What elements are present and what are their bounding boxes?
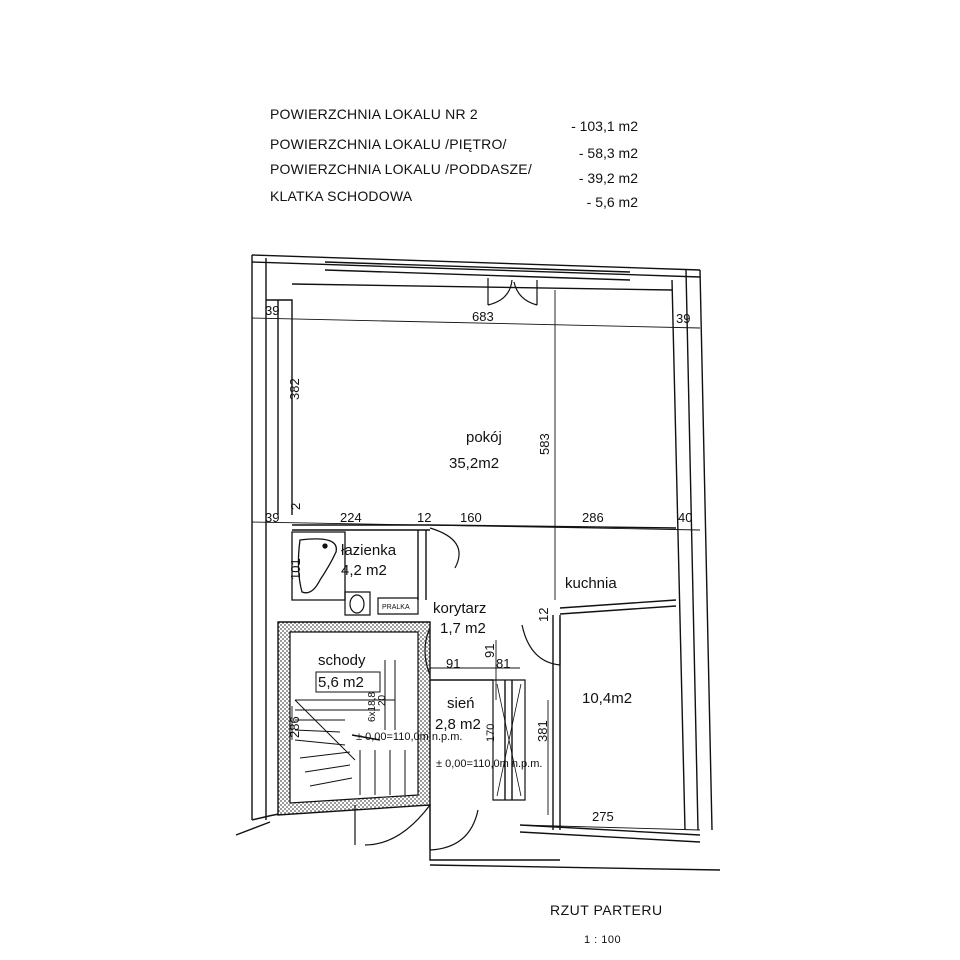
- dim-40: 40: [678, 510, 693, 525]
- room-pokoj-name: pokój: [466, 429, 502, 446]
- top-window: [325, 262, 630, 280]
- plan-scale: 1 : 100: [584, 934, 622, 946]
- partition-bathroom: [292, 525, 430, 530]
- room-korytarz-area: 1,7 m2: [440, 620, 486, 637]
- dim-275: 275: [592, 809, 614, 824]
- summary-value-unit: - 103,1 m2: [571, 118, 638, 134]
- dim-6x188: 6x18,8: [367, 691, 378, 722]
- kitchen-wall: [553, 615, 560, 830]
- dim-12-b: 12: [536, 607, 551, 622]
- dim-12-a: 12: [417, 510, 432, 525]
- summary-label-stairwell: KLATKA SCHODOWA: [270, 188, 413, 204]
- dim-683: 683: [472, 309, 494, 324]
- outer-wall-right: [686, 270, 712, 830]
- door-sien: [430, 805, 478, 850]
- dim-170: 170: [485, 723, 497, 742]
- dim-381: 381: [535, 720, 550, 742]
- dim-91-b: 91: [482, 643, 497, 658]
- outer-wall-left: [252, 255, 266, 820]
- dim-91-a: 91: [446, 656, 461, 671]
- dim-382: 382: [287, 378, 302, 400]
- room-sien-area: 2,8 m2: [435, 716, 481, 733]
- room-kuchnia-name: kuchnia: [565, 575, 617, 592]
- outer-wall-top: [252, 255, 700, 270]
- summary-label-floor: POWIERZCHNIA LOKALU /PIĘTRO/: [270, 136, 507, 152]
- dim-39-mid: 39: [265, 510, 280, 525]
- summary-label-unit: POWIERZCHNIA LOKALU NR 2: [270, 106, 478, 122]
- room-sien-name: sień: [447, 695, 475, 712]
- room-korytarz-name: korytarz: [433, 600, 487, 617]
- summary-value-floor: - 58,3 m2: [578, 145, 638, 161]
- dim-39-right: 39: [676, 311, 691, 326]
- door-kitchen: [522, 618, 560, 665]
- door-bathroom: [430, 528, 459, 568]
- room-lazienka-area: 4,2 m2: [341, 562, 387, 579]
- plan-title: RZUT PARTERU: [550, 902, 663, 918]
- dim-101: 101: [288, 558, 303, 580]
- washer-label: PRALKA: [382, 604, 410, 611]
- room-lazienka-name: łazienka: [341, 542, 397, 559]
- dim-2: 2: [288, 502, 303, 510]
- summary-label-attic: POWIERZCHNIA LOKALU /PODDASZE/: [270, 161, 532, 177]
- dim-20: 20: [377, 694, 388, 706]
- room-schody-name: schody: [318, 652, 366, 669]
- dim-286: 286: [582, 510, 604, 525]
- door-entry: [355, 805, 430, 845]
- level-stairs: ± 0,00=110,0m n.p.m.: [356, 731, 463, 743]
- dim-160: 160: [460, 510, 482, 525]
- dim-81: 81: [496, 656, 511, 671]
- summary-value-stairwell: - 5,6 m2: [586, 194, 638, 210]
- room-kuchnia-area: 10,4m2: [582, 690, 633, 707]
- dim-39-top: 39: [265, 303, 280, 318]
- door-top: [488, 278, 512, 305]
- dim-286-left: 286: [287, 716, 302, 738]
- room-schody-area: 5,6 m2: [318, 674, 364, 691]
- dim-224: 224: [340, 510, 362, 525]
- room-pokoj-area: 35,2m2: [449, 455, 500, 472]
- dim-583: 583: [537, 433, 552, 455]
- level-vestibule: ± 0,00=110,0m n.p.m.: [436, 758, 543, 770]
- summary-value-attic: - 39,2 m2: [578, 170, 638, 186]
